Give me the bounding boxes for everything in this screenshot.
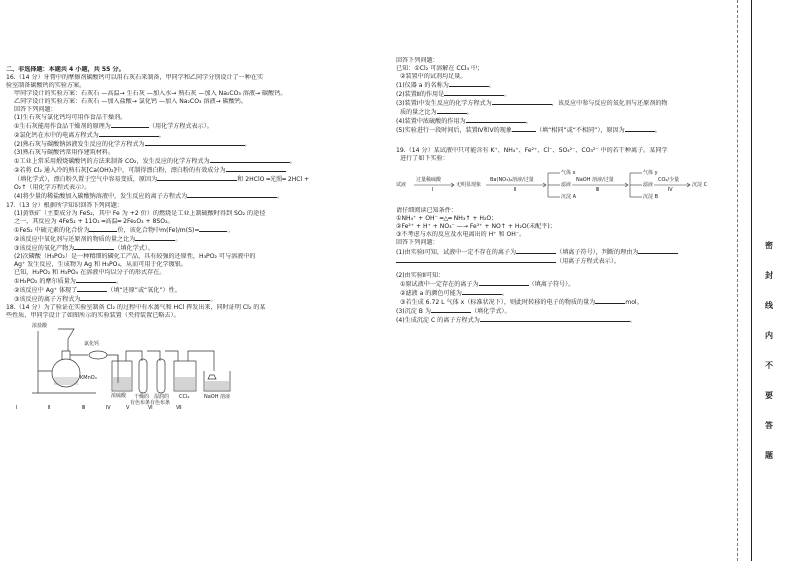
- q16-part-3: (3)熟石灰与碳酸钙常用作建筑材料。: [14, 149, 115, 157]
- flow-filtrate: 滤液: [561, 182, 572, 189]
- flow-step4: CO₂/少量: [658, 177, 680, 184]
- q16-part-1b: ②氯化钙在水中的电离方程式为 。: [14, 132, 165, 140]
- q16-plan-a: 甲同学设计的实验方案：石灰石 —高温→ 生石灰 —加入水→ 熟石灰 —加入 Na₂CO₃ 溶液→ 碳酸钙。: [14, 90, 287, 98]
- flow-precip-c: 沉淀 C: [692, 182, 708, 189]
- q17-part-1-3: ③该反应的氧化产物为 （填化学式）。: [14, 244, 154, 252]
- answer-blank[interactable]: [187, 192, 277, 198]
- answer-blank[interactable]: [111, 122, 149, 128]
- q17-part-2: (2)次磷酸（H₃PO₂）是一种精细的磷化工产品，具有较强的还原性，H₃PO₂ 可与溶液中的: [14, 252, 256, 260]
- answer-blank[interactable]: [199, 226, 227, 232]
- label-dry: 干燥的: [134, 393, 150, 400]
- answer-blank[interactable]: [431, 307, 471, 313]
- flow-gas-y: 气体 y: [643, 170, 658, 177]
- answer-blank[interactable]: [99, 131, 159, 137]
- q18-part-3b: 质的量之比为 。: [400, 109, 473, 117]
- flow-start: 试液: [396, 182, 407, 189]
- answer-blank[interactable]: [437, 108, 467, 114]
- section-title: 二、非选择题：本题共 4 小题，共 55 分。: [6, 66, 125, 73]
- seal-char: 不: [765, 361, 773, 370]
- q16-part-3a: ①工业上常采用煅烧碳酸钙的方法来制备 CO₂，发生反应的化学方程式为 。: [14, 158, 296, 166]
- q17-part-1-1: ①FeS₂ 中硫元素的化合价为 价，该化合物中m(Fe)/m(S)= 。: [14, 226, 234, 234]
- seal-char: 线: [765, 301, 773, 310]
- q16-part-1: (1)生石灰与氯化钙均可用作食品干燥剂。: [14, 114, 127, 122]
- flow-precip-a: 沉淀 A: [561, 194, 577, 201]
- q18-part-3: (3)装置Ⅰ中发生反应的化学方程式为 ，该反应中参与反应的氧化剂与还原剂的物: [396, 100, 668, 108]
- answer-blank[interactable]: [145, 140, 245, 146]
- q17-part-1-2: ②该反应中氧化剂与还原剂的物质的量之比为 。: [14, 235, 182, 243]
- answer-blank[interactable]: [492, 99, 552, 105]
- q19-info: 请仔细阅读已知条件：: [396, 207, 457, 215]
- answer-blank[interactable]: [135, 235, 175, 241]
- answer-blank[interactable]: [77, 286, 107, 292]
- answer-blank[interactable]: [210, 157, 290, 163]
- answer-blank[interactable]: [89, 226, 117, 232]
- answer-blank[interactable]: [462, 289, 502, 295]
- label-dry-2: 有色布条: [130, 399, 151, 405]
- seal-char: 答: [765, 421, 773, 430]
- answer-blank[interactable]: [80, 295, 210, 301]
- flow-roman2: Ⅱ: [514, 187, 517, 194]
- answer-blank[interactable]: [466, 117, 526, 123]
- q16-plan-b: 乙同学设计的实验方案：石灰石 —加入盐酸→ 氯化钙 —加入 Na₂CO₃ 溶液→ 碳酸钙。: [14, 98, 247, 106]
- answer-blank[interactable]: [74, 244, 114, 250]
- q17-part-1b: 之一，其反应为 4FeS₂ + 11O₂ ═高温═ 2Fe₂O₃ + 8SO₂。: [14, 217, 174, 225]
- q19-part-2-2: ②滤液 a 的颜色可能为 。: [400, 289, 508, 297]
- label-h2so4: 浓硫酸: [111, 392, 127, 399]
- q19-part-3: (3)沉淀 B 为 （填化学式）。: [396, 307, 511, 315]
- answer-blank[interactable]: [479, 280, 529, 286]
- apparatus-svg: [18, 321, 298, 405]
- q18-stem-2: 些性质，甲同学设计了如图所示的实验装置（夹持装置已略去）。: [6, 311, 180, 319]
- flow-step2: Ba(NO₃)₂溶液/过量: [490, 177, 534, 184]
- label-cacl2: 氯化钙: [84, 340, 100, 347]
- q19-part-1: (1)由实验Ⅰ可知，试液中一定不存在的离子为 （填离子符号），判断的理由为: [396, 248, 724, 257]
- q18-part-5: (5)实验进行一段时间后，装置Ⅳ和Ⅴ的现象 （填“相同”或“不相同”），原因为 。: [396, 127, 661, 135]
- label-ccl4: CCl₄: [179, 393, 190, 400]
- q16-part-3b-2: （填化学式），漂白粉久置于空气中容易变质，原因为 和 2HClO ═光照═ 2HCl +: [14, 176, 310, 184]
- flow-filtrate-2: 滤液: [643, 182, 654, 189]
- flow-roman1: Ⅰ: [432, 187, 434, 194]
- label-naoh: NaOH 溶液: [204, 393, 231, 400]
- answer-blank[interactable]: [638, 248, 678, 254]
- flow-step3: NaOH 溶液/过量: [576, 177, 614, 184]
- seal-char: 封: [765, 271, 773, 280]
- label-wet: 湿润的: [154, 393, 170, 400]
- q16-stem-2: 验室制备碳酸钙的实验方案。: [6, 82, 86, 90]
- answer-blank[interactable]: [595, 298, 625, 304]
- flow-mid1: 无明显现象: [456, 182, 482, 189]
- q16-part-2: (2)熟石灰与碳酸钠溶液发生反应的化学方程式为 。: [14, 141, 251, 149]
- q18-part-4: (4)装置中浓硫酸的作用为 。: [396, 118, 532, 126]
- label-kmno4: KMnO₄: [80, 374, 97, 381]
- q18-part-1: (1)仪器 a 的名称为 。: [396, 82, 495, 90]
- flow-step1: 过量稀硫酸: [416, 177, 442, 184]
- answer-blank[interactable]: [157, 175, 237, 181]
- seal-char: 内: [765, 331, 773, 340]
- q16-part-3b-3: O₂↑（用化学方程式表示）。: [14, 184, 91, 192]
- q18-part-2: (2)装置Ⅱ的作用是 。: [396, 91, 511, 99]
- q16-stem: 16.（14 分）牙膏中的摩擦剂碳酸钙可以用石灰石来制备，甲同学和乙同学分别设计了一种在实: [6, 74, 264, 82]
- answer-blank[interactable]: [512, 126, 536, 132]
- experiment-flowchart: [396, 165, 716, 205]
- q18-known: 已知：①Cl₂ 可溶解在 CCl₄ 中；: [396, 65, 484, 73]
- right-column: [396, 57, 724, 325]
- label-wet-2: 有色布条: [150, 399, 171, 405]
- seal-char: 密: [765, 241, 773, 250]
- q17-part-2c: 已知，H₃PO₂ 和 H₃PO₄ 在溶液中均以分子的形式存在。: [14, 268, 166, 276]
- seal-char: 题: [765, 451, 773, 460]
- q16-part-3b: ②若将 Cl₂ 通入冷的熟石灰[Ca(OH)₂]中，可制得漂白粉，漂白粉的有效成分为: [6, 166, 386, 175]
- q17-part-2-1: ①H₃PO₂ 的摩尔质量为 。: [14, 277, 122, 285]
- q19-stem: 19.（14 分）某试液中只可能含有 K⁺、NH₄⁺、Fe²⁺、Cl⁻、SO₄²⁻、CO₃²⁻ 中的若干种离子。某同学: [396, 147, 668, 155]
- q19-part-1b: （用离子方程式表示）。: [396, 257, 724, 266]
- q19-part-2-3: ③若生成 6.72 L 气体 x（标准状况下），则此时转移的电子的物质的量为 mol。: [400, 298, 643, 306]
- q17-stem: 17.（13 分）根据所学知识回答下列问题：: [6, 201, 123, 209]
- flow-roman4: Ⅳ: [668, 187, 673, 194]
- q18-known-2: ②装置中的试剂均足量。: [400, 73, 467, 81]
- apparatus-diagram: [18, 321, 298, 405]
- answer-blank[interactable]: [396, 257, 556, 263]
- answer-blank[interactable]: [76, 277, 116, 283]
- flowchart-arrows: [396, 165, 716, 205]
- q16-part-4: (4)将少量的稀盐酸加入碳酸钠溶液中，发生反应的离子方程式为 。: [14, 193, 284, 201]
- seal-dashed-line: [737, 0, 738, 561]
- q17-part-2-3: ③该反应的离子方程式为 。: [14, 295, 217, 303]
- answer-blank[interactable]: [516, 248, 556, 254]
- seal-solid-line: [751, 0, 752, 561]
- q19-condition-1: ①NH₄⁺ + OH⁻ ═△═ NH₃↑ + H₂O；: [396, 215, 498, 223]
- q19-stem-2: 进行了如下实验：: [400, 155, 449, 163]
- q19-condition-2: ②Fe²⁺ + H⁺ + NO₃⁻ —→ Fe³⁺ + NO↑ + H₂O(未配平)；: [396, 223, 556, 231]
- flow-precip-b: 沉淀 B: [643, 194, 659, 201]
- q16-answer-prompt: 回答下列问题：: [14, 106, 57, 114]
- q17-part-1: (1)黄铁矿（主要成分为 FeS₂，其中 Fe 为 +2 价）的燃烧是工业上制硫酸时得到 SO₂ 的途径: [14, 209, 266, 217]
- label-acid: 浓盐酸: [32, 322, 48, 329]
- apparatus-roman-row: Ⅰ Ⅱ Ⅲ Ⅳ Ⅴ Ⅵ Ⅶ: [16, 404, 182, 411]
- flow-gas-x: 气体 x: [561, 170, 576, 177]
- q19-answer-prompt: 回答下列问题：: [396, 239, 439, 247]
- answer-blank[interactable]: [226, 166, 286, 172]
- q19-part-2: (2)由实验Ⅱ可知：: [396, 271, 445, 279]
- seal-char: 要: [765, 391, 773, 400]
- q18-stem: 18.（14 分）为了验证在实验室制备 Cl₂ 的过程中有水蒸气和 HCl 挥发出来，同时证明 Cl₂ 的某: [6, 303, 266, 311]
- q19-condition-3: ③不考虑与水的反应及水电离出的 H⁺ 和 OH⁻。: [396, 231, 526, 239]
- answer-blank[interactable]: [625, 126, 655, 132]
- q19-part-2-1: ①原试液中一定存在的离子为 （填离子符号）。: [400, 280, 575, 288]
- answer-blank[interactable]: [480, 316, 630, 322]
- answer-blank[interactable]: [444, 90, 504, 96]
- left-column: [6, 66, 386, 412]
- flow-roman3: Ⅲ: [596, 187, 600, 194]
- q17-part-2-2: ②该反应中 Ag⁺ 体现了 （填“还原”或“氧化”）性。: [14, 286, 181, 294]
- q16-part-1a: ①生石灰能用作食品干燥剂的原理为 （用化学方程式表示）。: [14, 123, 213, 131]
- q17-part-2b: Ag⁺ 发生反应，生成物为 Ag 和 H₃PO₄，从而可用于化学镀银。: [14, 260, 187, 268]
- answer-blank[interactable]: [449, 81, 489, 87]
- q19-part-4: (4)生成沉淀 C 的离子方程式为 。: [396, 316, 636, 324]
- q18-answer-prompt: 回答下列问题：: [396, 57, 439, 64]
- seal-strip: [729, 0, 794, 561]
